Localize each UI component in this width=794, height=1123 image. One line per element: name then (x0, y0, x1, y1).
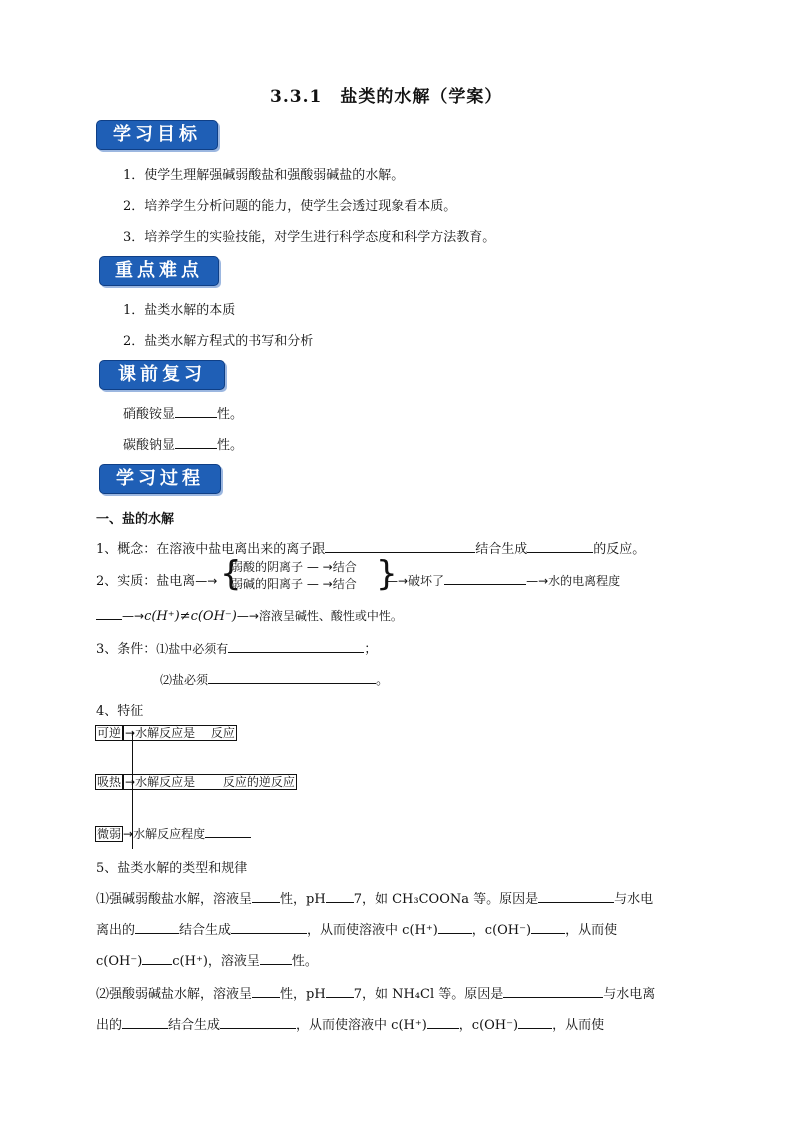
answer-blank[interactable] (252, 983, 280, 998)
condition-line-2 (160, 669, 389, 688)
type-text: ，从而使 (552, 1018, 605, 1033)
arrow: —→ (195, 574, 218, 588)
answer-blank[interactable] (503, 983, 603, 998)
key-item: 1．盐类水解的本质 (123, 303, 236, 318)
ion-inequality: c(H⁺)≠c(OH⁻) (144, 609, 237, 624)
answer-blank[interactable] (208, 669, 376, 684)
feature-row-weak (95, 823, 251, 842)
type-text: ，c(OH⁻) (471, 923, 532, 938)
essence-text: —→水的电离程度 (526, 574, 621, 588)
type1-line-1 (96, 888, 653, 907)
essence-label (96, 570, 217, 589)
review-text: 性。 (217, 438, 244, 453)
condition-text: ⑵盐必须 (160, 673, 209, 687)
key-item: 2．盐类水解方程式的书写和分析 (123, 334, 314, 349)
answer-blank[interactable] (96, 605, 122, 620)
type-text: ，c(OH⁻) (458, 1018, 519, 1033)
type-text: 7，如 CH₃COONa 等。原因是 (353, 892, 539, 907)
answer-blank[interactable] (260, 950, 292, 965)
goal-item: 1．使学生理解强碱弱酸盐和强酸弱碱盐的水解。 (123, 168, 405, 183)
answer-blank[interactable] (527, 538, 593, 553)
answer-blank[interactable] (531, 919, 565, 934)
essence-tail (386, 570, 620, 589)
feature-text: →水解反应程度 (123, 827, 206, 841)
type-text: ，从而使溶液中 c(H⁺) (296, 1018, 427, 1033)
type-text: 出的 (96, 1018, 123, 1033)
essence-text: —→破坏了 (386, 574, 445, 588)
feature-text: →水解反应是 反应 (125, 726, 235, 740)
concept-line (96, 538, 645, 557)
page-title: 3.3.1 盐类的水解（学案） (270, 87, 503, 107)
goal-item: 3．培养学生的实验技能，对学生进行科学态度和科学方法教育。 (123, 230, 496, 245)
review-line-1 (123, 403, 243, 422)
answer-blank[interactable] (175, 434, 217, 449)
type2-line-1 (96, 983, 655, 1002)
answer-blank[interactable] (228, 638, 364, 653)
answer-blank[interactable] (325, 538, 475, 553)
type1-line-3 (96, 950, 318, 969)
left-brace-icon: { (220, 554, 242, 594)
right-brace-icon: } (376, 554, 398, 594)
answer-blank[interactable] (122, 1014, 168, 1029)
answer-blank[interactable] (205, 823, 251, 838)
review-line-2 (123, 434, 243, 453)
type-text: 离出的 (96, 923, 136, 938)
answer-blank[interactable] (427, 1014, 459, 1029)
type-text: ⑵强酸弱碱盐水解，溶液呈 (96, 987, 253, 1002)
type2-line-2 (96, 1014, 604, 1033)
answer-blank[interactable] (252, 888, 280, 903)
answer-blank[interactable] (135, 919, 179, 934)
concept-text: 1、概念：在溶液中盐电离出来的离子跟 (96, 542, 326, 557)
anion-line (231, 558, 357, 575)
type-text: 性。 (291, 954, 318, 969)
goal-item: 2．培养学生分析问题的能力，使学生会透过现象看本质。 (123, 199, 457, 214)
answer-blank[interactable] (444, 570, 526, 585)
feature-text: →水解反应是 反应的逆反应 (125, 775, 295, 789)
type-text: 与水电 (614, 892, 654, 907)
feature-tag: 可逆 (97, 726, 122, 740)
answer-blank[interactable] (142, 950, 172, 965)
type-text: 结合生成 (168, 1018, 221, 1033)
type-text: 性，pH (280, 987, 326, 1002)
type-text: ⑴强碱弱酸盐水解，溶液呈 (96, 892, 253, 907)
key-banner: 重点难点 (99, 256, 219, 286)
cation-text: 弱碱的阳离子 (231, 577, 304, 591)
answer-blank[interactable] (326, 888, 354, 903)
type-text: c(OH⁻) (96, 954, 143, 969)
feature-tag: 吸热 (97, 775, 122, 789)
essence-text: 2、实质：盐电离 (96, 574, 196, 589)
type-text: c(H⁺)，溶液呈 (172, 954, 260, 969)
goals-banner: 学习目标 (96, 120, 218, 150)
concept-text: 的反应。 (593, 542, 646, 557)
cation-line (231, 575, 357, 592)
review-text: 碳酸钠显 (123, 438, 176, 453)
answer-blank[interactable] (326, 983, 354, 998)
condition-text: ⑴盐中必须有 (156, 642, 229, 656)
arrow: —→ (122, 609, 145, 623)
answer-blank[interactable] (175, 403, 217, 418)
type-text: 性，pH (280, 892, 326, 907)
concept-text: 结合生成 (475, 542, 528, 557)
condition-text: ； (364, 642, 378, 657)
review-text: 硝酸铵显 (123, 407, 176, 422)
type-text: 结合生成 (179, 923, 232, 938)
condition-text: 。 (376, 673, 390, 688)
types-label: 5、盐类水解的类型和规律 (96, 861, 248, 876)
answer-blank[interactable] (438, 919, 472, 934)
answer-blank[interactable] (518, 1014, 552, 1029)
review-banner: 课前复习 (99, 360, 225, 390)
combine-text: — →结合 (306, 560, 357, 574)
anion-text: 弱酸的阴离子 (231, 560, 304, 574)
type-text: 与水电离 (603, 987, 656, 1002)
answer-blank[interactable] (231, 919, 307, 934)
combine-text: — →结合 (306, 577, 357, 591)
condition-label: 3、条件： (96, 642, 157, 657)
feature-tag: 微弱 (97, 827, 122, 841)
type-text: 7，如 NH₄Cl 等。原因是 (353, 987, 504, 1002)
answer-blank[interactable] (220, 1014, 296, 1029)
answer-blank[interactable] (538, 888, 614, 903)
condition-line-1 (96, 638, 377, 657)
feature-row-endothermic (95, 773, 297, 790)
process-banner: 学习过程 (99, 464, 221, 494)
type1-line-2 (96, 919, 617, 938)
type-text: ，从而使溶液中 c(H⁺) (307, 923, 438, 938)
feature-label: 4、特征 (96, 704, 144, 719)
feature-row-reversible (95, 724, 237, 741)
essence-text: —→溶液呈碱性、酸性或中性。 (236, 609, 403, 623)
essence-line-2 (96, 605, 403, 624)
type-text: ，从而使 (565, 923, 618, 938)
review-text: 性。 (217, 407, 244, 422)
section-heading: 一、盐的水解 (96, 512, 175, 527)
